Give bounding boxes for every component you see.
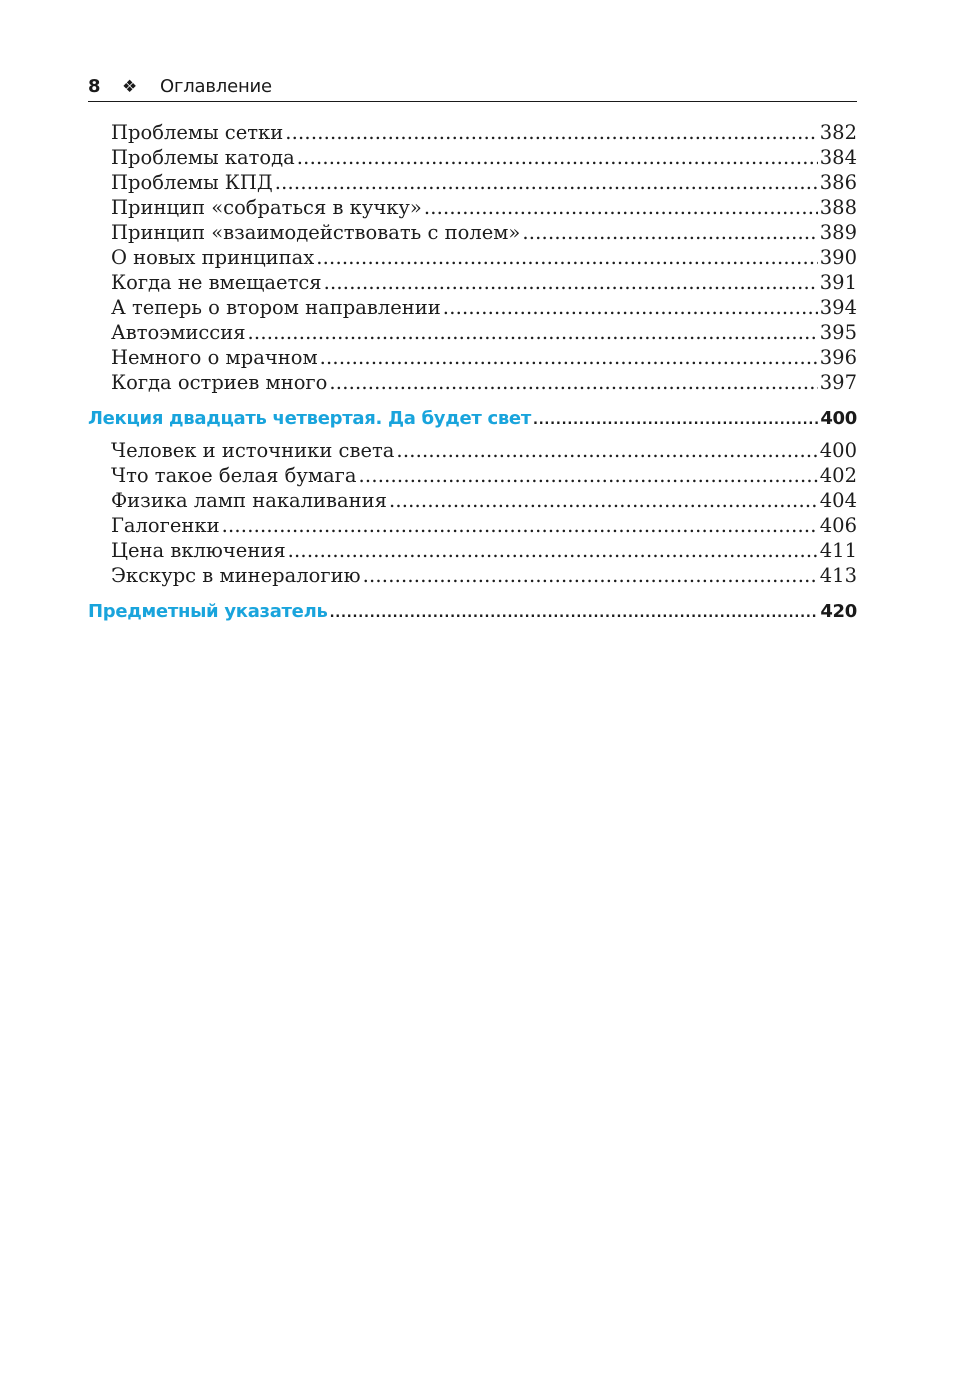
- dot-leader: [443, 295, 818, 320]
- toc-entry-title: А теперь о втором направлении: [111, 296, 441, 319]
- toc-entry-title: Когда остриев много: [111, 371, 328, 394]
- toc-entry-title: Что такое белая бумага: [111, 464, 357, 487]
- toc-entry-title: Проблемы КПД: [111, 171, 273, 194]
- dot-leader: [363, 563, 818, 588]
- dot-leader: [275, 170, 818, 195]
- toc-entry[interactable]: [88, 438, 857, 463]
- dot-leader: [329, 370, 817, 395]
- toc-entry[interactable]: [88, 245, 857, 270]
- dot-leader: [297, 145, 818, 170]
- dot-leader: [324, 270, 818, 295]
- page-number: 8: [88, 76, 101, 97]
- toc-entry[interactable]: [88, 513, 857, 538]
- toc-entry-title: Автоэмиссия: [111, 321, 246, 344]
- toc-entry-page: 394: [819, 296, 857, 319]
- dot-leader: [389, 488, 818, 513]
- toc-entry-page: 406: [819, 514, 857, 537]
- dot-leader: [222, 513, 818, 538]
- toc-entry-page: 388: [819, 196, 857, 219]
- toc-entry[interactable]: [88, 345, 857, 370]
- toc-entry-page: 396: [819, 346, 857, 369]
- toc-entry[interactable]: [88, 145, 857, 170]
- dot-leader: [285, 120, 818, 145]
- toc-entry-title: Принцип «собраться в кучку»: [111, 196, 422, 219]
- toc-entry[interactable]: [88, 488, 857, 513]
- toc-entry-title: Галогенки: [111, 514, 220, 537]
- toc-entry-page: 402: [819, 464, 857, 487]
- toc-entry-page: 404: [819, 489, 857, 512]
- toc-entry[interactable]: [88, 320, 857, 345]
- toc-index-heading[interactable]: [88, 600, 857, 624]
- dot-leader: [396, 438, 817, 463]
- running-title: Оглавление: [160, 76, 272, 97]
- toc-entry-title: Проблемы катода: [111, 146, 295, 169]
- dot-leader: [248, 320, 818, 345]
- dot-leader: [320, 345, 818, 370]
- chapter-page: 400: [820, 408, 857, 429]
- toc-entry[interactable]: [88, 370, 857, 395]
- toc-page: [88, 74, 857, 631]
- toc-entry[interactable]: [88, 170, 857, 195]
- toc-entry-page: 395: [819, 321, 857, 344]
- index-page: 420: [820, 601, 857, 622]
- toc-entry[interactable]: [88, 563, 857, 588]
- toc-entry-page: 382: [819, 121, 857, 144]
- index-title: Предметный указатель: [88, 601, 328, 622]
- toc-entry[interactable]: [88, 295, 857, 320]
- toc-entry[interactable]: [88, 463, 857, 488]
- toc-entry-page: 413: [819, 564, 857, 587]
- toc-entry-title: Цена включения: [111, 539, 286, 562]
- dot-leader: [424, 195, 818, 220]
- dot-leader: [359, 463, 818, 488]
- table-of-contents: [88, 120, 857, 624]
- toc-entry-title: Физика ламп накаливания: [111, 489, 387, 512]
- toc-entry-title: Экскурс в минералогию: [111, 564, 361, 587]
- dot-leader: [316, 245, 818, 270]
- toc-entry-title: Человек и источники света: [111, 439, 395, 462]
- running-header: [88, 74, 857, 102]
- toc-entry-page: 397: [819, 371, 857, 394]
- toc-entry-page: 386: [819, 171, 857, 194]
- toc-entry-page: 391: [819, 271, 857, 294]
- dot-leader: [330, 602, 819, 626]
- toc-entry-page: 384: [819, 146, 857, 169]
- toc-entry[interactable]: [88, 220, 857, 245]
- toc-entry[interactable]: [88, 120, 857, 145]
- toc-entry-page: 400: [819, 439, 857, 462]
- toc-entry[interactable]: [88, 270, 857, 295]
- toc-entry-title: Принцип «взаимодействовать с полем»: [111, 221, 521, 244]
- toc-entry-title: О новых принципах: [111, 246, 315, 269]
- toc-entry-page: 390: [819, 246, 857, 269]
- ornament-icon: ❖: [122, 77, 138, 97]
- toc-entry[interactable]: [88, 538, 857, 563]
- toc-entry-title: Когда не вмещается: [111, 271, 322, 294]
- toc-chapter-heading[interactable]: [88, 407, 857, 431]
- dot-leader: [288, 538, 818, 563]
- toc-entry[interactable]: [88, 195, 857, 220]
- chapter-title: Лекция двадцать четвертая. Да будет свет: [88, 408, 531, 429]
- toc-entry-page: 411: [819, 539, 857, 562]
- dot-leader: [533, 409, 818, 433]
- dot-leader: [522, 220, 817, 245]
- toc-entry-page: 389: [819, 221, 857, 244]
- toc-entry-title: Немного о мрачном: [111, 346, 318, 369]
- toc-entry-title: Проблемы сетки: [111, 121, 284, 144]
